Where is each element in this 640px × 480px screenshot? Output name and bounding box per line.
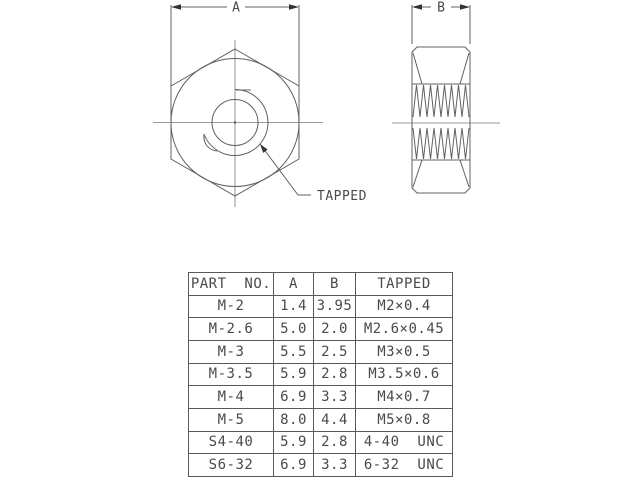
cell-part-no: S4-40 bbox=[189, 431, 274, 454]
dim-b-arrow-right bbox=[460, 4, 470, 9]
cell-b: 4.4 bbox=[314, 408, 356, 431]
front-view bbox=[153, 40, 323, 207]
parts-table bbox=[188, 272, 453, 477]
cell-a: 5.9 bbox=[274, 363, 314, 386]
cell-tapped: 6-32 UNC bbox=[356, 454, 453, 477]
cell-a: 5.5 bbox=[274, 340, 314, 363]
cell-part-no: S6-32 bbox=[189, 454, 274, 477]
cell-part-no: M-2 bbox=[189, 295, 274, 318]
side-view bbox=[392, 47, 500, 193]
leader-line bbox=[260, 144, 311, 195]
cell-b: 2.8 bbox=[314, 363, 356, 386]
col-header-tapped: TAPPED bbox=[356, 273, 453, 296]
cell-tapped: M2.6×0.45 bbox=[356, 318, 453, 341]
cell-part-no: M-3 bbox=[189, 340, 274, 363]
cell-tapped: M3×0.5 bbox=[356, 340, 453, 363]
thread-zigzag-lower bbox=[413, 128, 469, 159]
tapped-callout bbox=[260, 144, 367, 204]
table-row bbox=[189, 454, 453, 477]
cell-b: 2.0 bbox=[314, 318, 356, 341]
thread-zigzag-upper bbox=[413, 85, 469, 117]
dim-b-arrow-left bbox=[412, 4, 422, 9]
cell-part-no: M-3.5 bbox=[189, 363, 274, 386]
cell-tapped: M3.5×0.6 bbox=[356, 363, 453, 386]
cell-tapped: M2×0.4 bbox=[356, 295, 453, 318]
col-header-b: B bbox=[314, 273, 356, 296]
side-outline bbox=[412, 47, 470, 193]
cell-b: 3.3 bbox=[314, 454, 356, 477]
cell-a: 6.9 bbox=[274, 386, 314, 409]
table-row bbox=[189, 340, 453, 363]
table-header-row bbox=[189, 273, 453, 296]
cell-tapped: M4×0.7 bbox=[356, 386, 453, 409]
table-row bbox=[189, 408, 453, 431]
dimension-b bbox=[412, 1, 470, 45]
cell-a: 8.0 bbox=[274, 408, 314, 431]
cell-b: 2.8 bbox=[314, 431, 356, 454]
dim-a-arrow-right bbox=[289, 4, 299, 9]
side-bottom-face-lines bbox=[412, 160, 470, 187]
cell-part-no: M-2.6 bbox=[189, 318, 274, 341]
table-row bbox=[189, 386, 453, 409]
cell-part-no: M-5 bbox=[189, 408, 274, 431]
cell-a: 5.0 bbox=[274, 318, 314, 341]
cell-tapped: M5×0.8 bbox=[356, 408, 453, 431]
side-top-face-lines bbox=[412, 53, 470, 84]
tapped-label: TAPPED bbox=[317, 189, 367, 204]
dim-a-label: A bbox=[232, 0, 240, 16]
cell-a: 6.9 bbox=[274, 454, 314, 477]
table-row bbox=[189, 363, 453, 386]
cell-part-no: M-4 bbox=[189, 386, 274, 409]
col-header-a: A bbox=[274, 273, 314, 296]
col-header-part-no: PART NO. bbox=[189, 273, 274, 296]
leader-arrowhead bbox=[260, 144, 268, 153]
cell-b: 2.5 bbox=[314, 340, 356, 363]
cell-b: 3.95 bbox=[314, 295, 356, 318]
cell-tapped: 4-40 UNC bbox=[356, 431, 453, 454]
table-row bbox=[189, 318, 453, 341]
cell-a: 5.9 bbox=[274, 431, 314, 454]
table-row bbox=[189, 431, 453, 454]
center-mark-dot bbox=[234, 121, 236, 123]
dim-a-arrow-left bbox=[171, 4, 181, 9]
cell-a: 1.4 bbox=[274, 295, 314, 318]
table-row bbox=[189, 295, 453, 318]
cell-b: 3.3 bbox=[314, 386, 356, 409]
dim-b-label: B bbox=[437, 0, 445, 16]
